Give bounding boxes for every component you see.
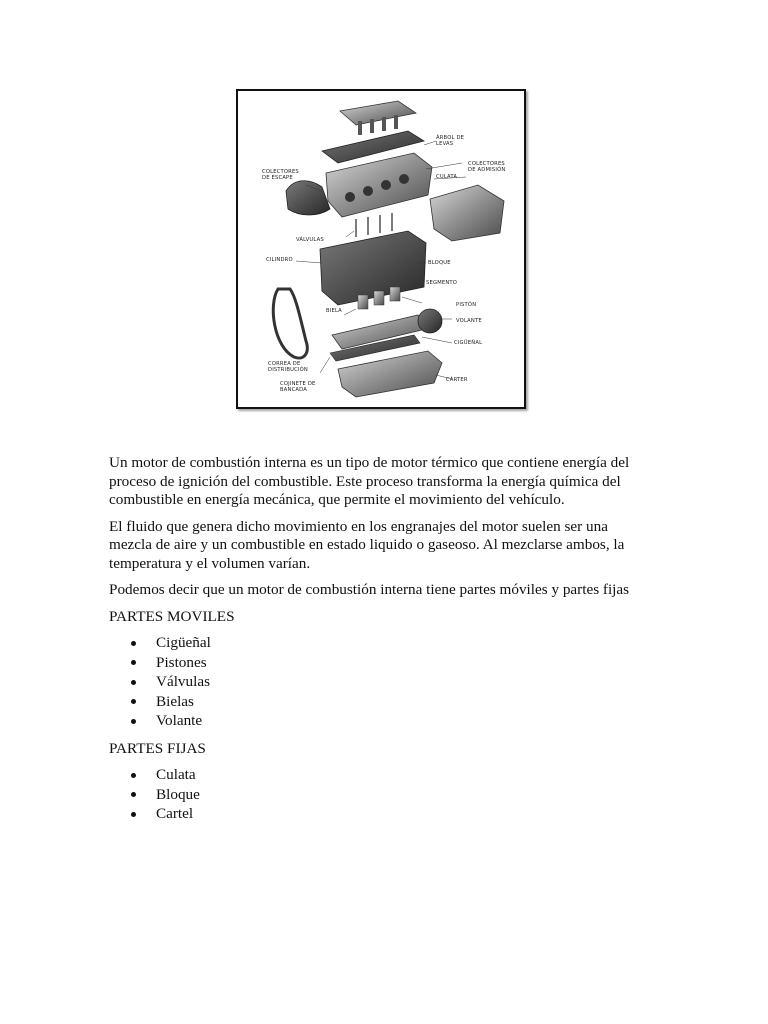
engine-diagram-figure xyxy=(236,89,526,409)
label-segmento: SEGMENTO xyxy=(426,280,458,286)
label-cilindro: CILINDRO xyxy=(266,257,293,263)
list-item xyxy=(109,712,649,732)
engine-exploded-illustration xyxy=(238,91,524,407)
list-item xyxy=(109,634,649,654)
bullet-icon xyxy=(131,699,136,704)
label-colectores-escape: COLECTORES DE ESCAPE xyxy=(262,169,299,181)
label-cojinete-bancada: COJINETE DE BANCADA xyxy=(280,381,316,393)
label-ciguenal: CIGÜEÑAL xyxy=(454,340,483,346)
list-item-text: Válvulas xyxy=(156,673,210,690)
paragraph-partes: Podemos decir que un motor de combustión interna tiene partes móviles y partes fijas xyxy=(109,581,630,598)
list-item xyxy=(109,766,649,786)
bullet-icon xyxy=(131,660,136,665)
document-body xyxy=(109,454,649,833)
list-item-text: Pistones xyxy=(156,653,207,671)
list-item xyxy=(109,786,649,806)
list-partes-moviles xyxy=(109,634,649,732)
label-biela: BIELA xyxy=(326,308,342,314)
bullet-icon xyxy=(131,641,136,646)
heading-partes-moviles: PARTES MOVILES xyxy=(109,607,235,625)
label-culata: CULATA xyxy=(436,174,458,180)
list-item-text: Bielas xyxy=(156,692,194,710)
list-item-text: Bloque xyxy=(156,785,200,803)
bullet-icon xyxy=(131,812,136,817)
heading-partes-fijas: PARTES FIJAS xyxy=(109,739,206,757)
paragraph-intro: Un motor de combustión interna es un tipo de motor térmico que contiene energía del proceso de ignición del combustible. Este proceso transforma la energía química del combustible en energía mecánica, que permite el movimiento del vehículo. xyxy=(109,454,630,508)
bullet-icon xyxy=(131,719,136,724)
label-carter: CÁRTER xyxy=(446,377,468,383)
label-arbol-levas: ÁRBOL DE LEVAS xyxy=(436,135,465,147)
list-item-text: Culata xyxy=(156,766,196,783)
label-piston: PISTÓN xyxy=(456,302,477,308)
list-item-text: Cigüeñal xyxy=(156,634,211,651)
list-item-text: Volante xyxy=(156,712,203,729)
label-colectores-admision: COLECTORES DE ADMISIÓN xyxy=(468,161,506,173)
bullet-icon xyxy=(131,792,136,797)
list-item xyxy=(109,673,649,693)
label-valvulas: VÁLVULAS xyxy=(296,237,324,243)
list-item-text: Cartel xyxy=(156,805,194,822)
bullet-icon xyxy=(131,680,136,685)
bullet-icon xyxy=(131,773,136,778)
label-bloque: BLOQUE xyxy=(428,260,451,266)
label-correa-distribucion: CORREA DE DISTRIBUCIÓN xyxy=(268,361,308,373)
paragraph-fluido: El fluido que genera dicho movimiento en los engranajes del motor suelen ser una mezcla de aire y un combustible en estado liquido o gaseoso. Al mezclarse ambos, la temperatura y el volumen varían. xyxy=(109,517,625,572)
list-partes-fijas xyxy=(109,766,649,825)
list-item xyxy=(109,654,649,674)
list-item xyxy=(109,805,649,825)
list-item xyxy=(109,693,649,713)
label-volante: VOLANTE xyxy=(456,318,482,324)
